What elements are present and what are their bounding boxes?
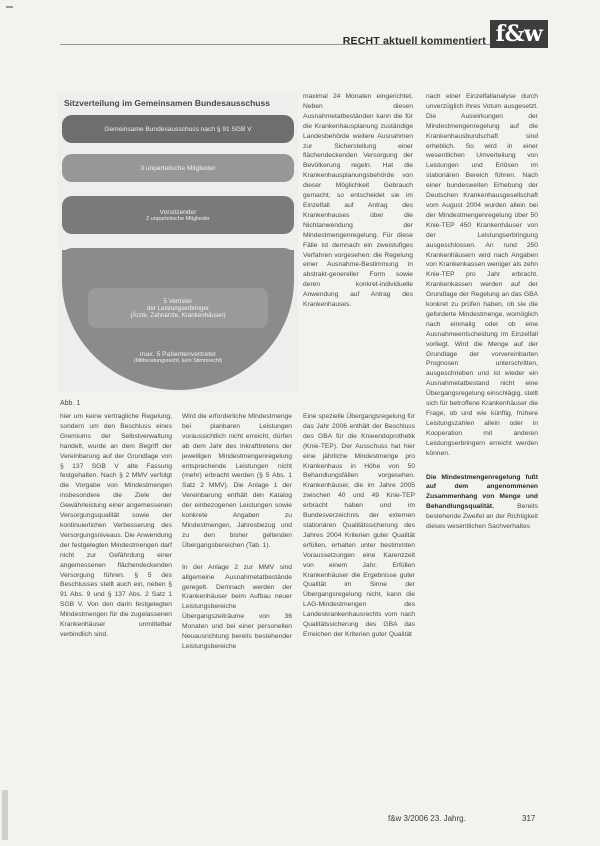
paragraph: nach einer Einzelfallanalyse durch unverzüglich ihres Votum ausgesetzt. Die Auswirkungen der Mindestmengenregelung auf die Krankenhausbundschaft sind erheblich. So wird in einer wesentlichen Umverteilung von Leistungen und Erlösen im stationären Bereich führen. Nach einer bundesweiten Erhebung der Deutschen Krankenhausgesellschaft vom August 2004 wurden allein bei der Mindestmengenregelung über 50 Knie-TEP 450 Krankenhäuser von der Leistungserbringung ausgeschlossen. An rund 250 Krankenhäusern wird nach Angaben von Krankenkassen weniger als zehn Knie-TEP pro Jahr erbracht. Krankenkassen werden auf der Grundlage der Regelung an das GBA konkret zu prüfen haben, ob sie die geforderte Mindestmenge, womöglich nach einmalig oder ob eine Ausnahmeentscheidung im Einzelfall vorliegt. Wird die Menge auf der Grundlage der vorvereinbarten Prognosen unterschritten, ausgeschrieben und ist wieder ein Ausnahmetatbestand nicht eine Übergangsregelung einschlägig, stellt sich für betroffene Krankenhäuser die Frage, ob und wie künftig, frühere Leistungszahlen allein oder in Kooperation mit anderen Leistungserbringern erreicht werden können. <box>426 93 538 457</box>
scan-edge-shadow <box>2 790 8 840</box>
paragraph: hier um keine vertragliche Regelung, sondern um den Beschluss eines Gremiums der Selbstverwaltung handelt, wurde an dem Begriff der Vereinbarung auf der Grundlage von § 137 SGB V alte Fassung festgehalten. Nach § 2 MMV verfolgt die Vorgabe von Mindestmengen insbesondere die Ziele der Gewährleistung einer angemessenen Versorgungsqualität sowie der kontinuierlichen Verbesserung des Versorgungsniveaus. Die Anwendung der festgelegten Mindestmengen darf nicht zur Gefährdung einer angemessenen flächendeckenden Versorgung führen. § 5 des Beschlusses stellt auch ein, neben § 91 Abs. 9 und § 137 Abs. 2 Satz 1 SGB V. Von den darin festgelegten Mindestmengen für die zugelassenen Krankenhäuser unmittelbar verbindlich sind. <box>60 413 172 638</box>
band-label: (Mitberatungsrecht, kein Stimmrecht) <box>133 357 223 364</box>
paragraph: maximal 24 Monaten eingerichtet. Neben diesen Ausnahmetatbeständen kann die für die Krankenhausplanung zuständige Landesbehörde weitere Ausnahmen zur Sicherstellung einer flächendeckenden Versorgung der Bevölkerung regeln. Hat die Krankenhausplanungsbehörde von dieser Möglichkeit Gebrauch gemacht, so entscheidet sie im Einzelfall auf Antrag des Krankenhauses über die Nichtanwendung der Mindestmengenregelung. Für diese Fälle ist demnach ein zweistufiges Verfahren vorgesehen: die Regelung einer Ausnahme-Bestimmung in abstrakt-genereller Form sowie deren konkret-individuelle Anwendung auf Antrag des Krankenhauses. <box>303 93 413 309</box>
figure-title: Sitzverteilung im Gemeinsamen Bundesausschuss <box>64 98 270 108</box>
band-label: der Leistungserbringer <box>147 304 209 312</box>
bold-lead: Die Mindestmengenregelung fußt auf dem angenommenen Zusammenhang von Menge und Behandlungsqualität. <box>426 473 538 511</box>
figure-caption: Abb. 1 <box>60 400 81 407</box>
figure-bottom-band <box>118 342 238 372</box>
column-3-bottom <box>303 412 415 802</box>
column-1 <box>60 412 172 802</box>
section-header: RECHT aktuell kommentiert <box>342 35 486 47</box>
band-label: Gemeinsame Bundesausschuss nach § 91 SGB V <box>104 125 252 133</box>
band-label: Vorsitzender <box>159 208 197 216</box>
footer-issue: f&w 3/2006 23. Jahrg. <box>388 814 466 823</box>
page-number: 317 <box>522 814 536 823</box>
figure-band <box>62 115 294 143</box>
paragraph: Wird die erforderliche Mindestmenge bei planbaren Leistungen voraussichtlich nicht erreicht, dürfen ab dem Jahr des Inkrafttretens der jeweiligen Mindestmengenregelung entsprechende Leistungen nicht (mehr) erbracht werden (§ 5 Abs. 1 Satz 2 MMV). Die Anlage 1 der Vereinbarung enthält den Katalog der einbezogenen Leistungen sowie konkrete Angaben zu Mindestmengen, Jahresbezug und zu den bisher geltenden Übergangsbereichen (Tab. 1). <box>182 413 292 549</box>
fw-logo: f&w <box>490 20 548 48</box>
paragraph: In der Anlage 2 zur MMV sind allgemeine Ausnahmetatbestände geregelt. Demnach werden der Krankenhäuser beim Aufbau neuer Leistungsbereiche Übergangszeiträume von 36 Monaten und bei einer personellen Neuausrichtung bereits bestehender Leistungsbereiche <box>182 563 292 650</box>
paragraph-lead <box>426 473 538 532</box>
column-3-top <box>303 92 413 402</box>
figure-band <box>62 154 294 182</box>
band-label: (Ärzte, Zahnärzte, Krankenhäuser) <box>130 311 226 319</box>
figure-inner-arc <box>88 288 268 328</box>
column-4 <box>426 92 538 802</box>
band-label: 2 unparteiische Mitglieder <box>146 215 210 222</box>
figure-band <box>62 196 294 234</box>
crop-mark <box>6 6 13 8</box>
band-label: 5 Vertreter <box>163 297 193 305</box>
band-label: max. 5 Patientenvertreter <box>139 350 217 358</box>
column-2 <box>182 412 292 802</box>
band-label: 3 unparteiische Mitglieder <box>140 164 216 172</box>
paragraph-continuation: Bereits bestehende Zweifel an der Richtigkeit dieses wesentlichen Sachverhaltes <box>426 503 538 531</box>
paragraph: Eine spezielle Übergangsregelung für das Jahr 2006 enthält der Beschluss des GBA für die Knieendoprothetik (Knie-TEP). Der Ausschuss hat hier eine jährliche Mindestmenge pro Krankenhaus in Höhe von 50 Behandlungsfällen vorgesehen. Krankenhäuser, die im Jahre 2005 zwischen 40 und 49 Knie-TEP erbracht haben und im Bundesverzeichnis der externen stationären Qualitätssicherung des Jahres 2004 Kriterien guter Qualität erfüllen, erhalten unter bestimmten Voraussetzungen eine Karenzzeit von einem Jahr. Erfüllen Krankenhäuser die Ergebnisse guter Qualität im Sinne der Übergangsregelung nicht, kann die LAG-Mindestmengen des Landeskrankenhausrechts vom nach Qualitätssicherung des GBA das Erreichen der Kriterien guter Qualität <box>303 413 415 638</box>
